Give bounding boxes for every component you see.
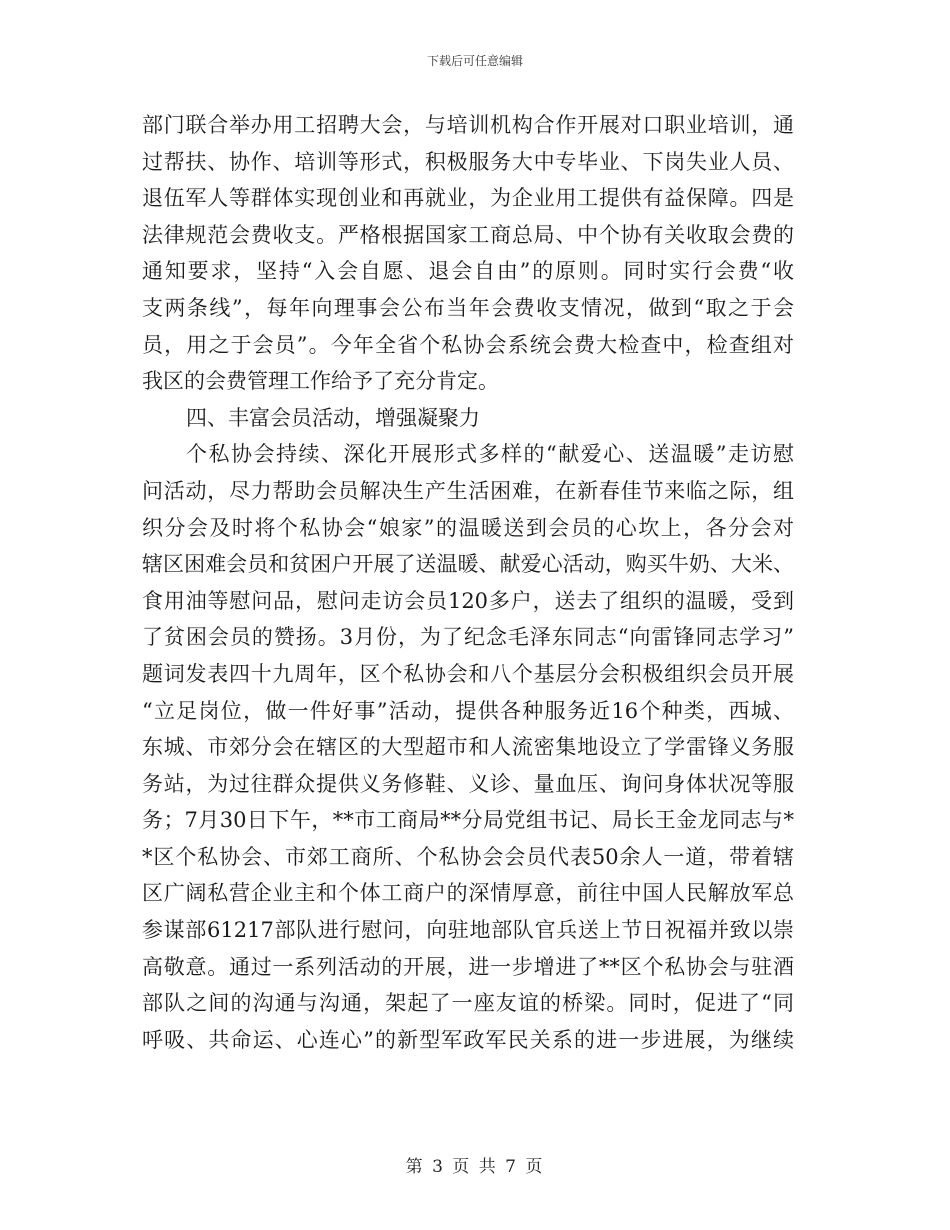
- text-line: 织分会及时将个私协会“娘家”的温暖送到会员的心坎上，各分会对: [142, 515, 794, 540]
- text-line: 东城、市郊分会在辖区的大型超市和人流密集地设立了学雷锋义务服: [142, 735, 794, 760]
- text-line: 部门联合举办用工招聘大会，与培训机构合作开展对口职业培训，通: [142, 113, 794, 137]
- text-line: 退伍军人等群体实现创业和再就业，为企业用工提供有益保障。四是: [142, 186, 794, 211]
- text-line: 区广阔私营企业主和个体工商户的深情厚意，前往中国人民解放军总: [142, 881, 794, 906]
- page-number-footer: 第 3 页 共 7 页: [405, 1157, 545, 1177]
- text-line: 务；7月30日下午，**市工商局**分局党组书记、局长王金龙同志与*: [142, 808, 794, 833]
- text-line: 务站，为过往群众提供义务修鞋、义诊、量血压、询问身体状况等服: [142, 771, 794, 796]
- text-line: 部队之间的沟通与沟通，架起了一座友谊的桥梁。同时，促进了“同: [142, 991, 794, 1016]
- text-line: 呼吸、共命运、心连心”的新型军政军民关系的进一步进展，为继续: [142, 1027, 794, 1052]
- text-line: 辖区困难会员和贫困户开展了送温暖、献爱心活动，购买牛奶、大米、: [142, 552, 794, 577]
- text-line: 员，用之于会员”。今年全省个私协会系统会费大检查中，检查组对: [142, 332, 794, 357]
- text-line: 食用油等慰问品，慰问走访会员120多户，送去了组织的温暖，受到: [142, 588, 794, 613]
- text-line: 问活动，尽力帮助会员解决生产生活困难，在新春佳节来临之际，组: [142, 478, 794, 503]
- document-body: [142, 107, 794, 1058]
- text-line: 过帮扶、协作、培训等形式，积极服务大中专毕业、下岗失业人员、: [142, 149, 794, 174]
- text-line: 我区的会费管理工作给予了充分肯定。: [142, 369, 499, 394]
- text-line: 了贫困会员的赞扬。3月份，为了纪念毛泽东同志“向雷锋同志学习”: [142, 625, 794, 650]
- paragraph-first-line: 个私协会持续、深化开展形式多样的“献爱心、送温暖”走访慰: [186, 442, 794, 467]
- text-line: 参谋部61217部队进行慰问，向驻地部队官兵送上节日祝福并致以崇: [142, 918, 794, 943]
- text-line: “立足岗位，做一件好事”活动，提供各种服务近16个种类，西城、: [142, 698, 794, 723]
- text-line: 支两条线”，每年向理事会公布当年会费收支情况，做到“取之于会: [142, 295, 794, 320]
- text-line: 题词发表四十九周年，区个私协会和八个基层分会积极组织会员开展: [142, 661, 794, 686]
- text-line: 通知要求，坚持“入会自愿、退会自由”的原则。同时实行会费“收: [142, 259, 794, 284]
- page-header-note: 下载后可任意编辑: [426, 54, 523, 68]
- text-line: 高敬意。通过一系列活动的开展，进一步增进了**区个私协会与驻酒: [142, 954, 794, 979]
- text-line: 法律规范会费收支。严格根据国家工商总局、中个协有关收取会费的: [142, 222, 794, 247]
- text-line: *区个私协会、市郊工商所、个私协会会员代表50余人一道，带着辖: [142, 844, 794, 869]
- section-heading: 四、丰富会员活动，增强凝聚力: [186, 405, 480, 430]
